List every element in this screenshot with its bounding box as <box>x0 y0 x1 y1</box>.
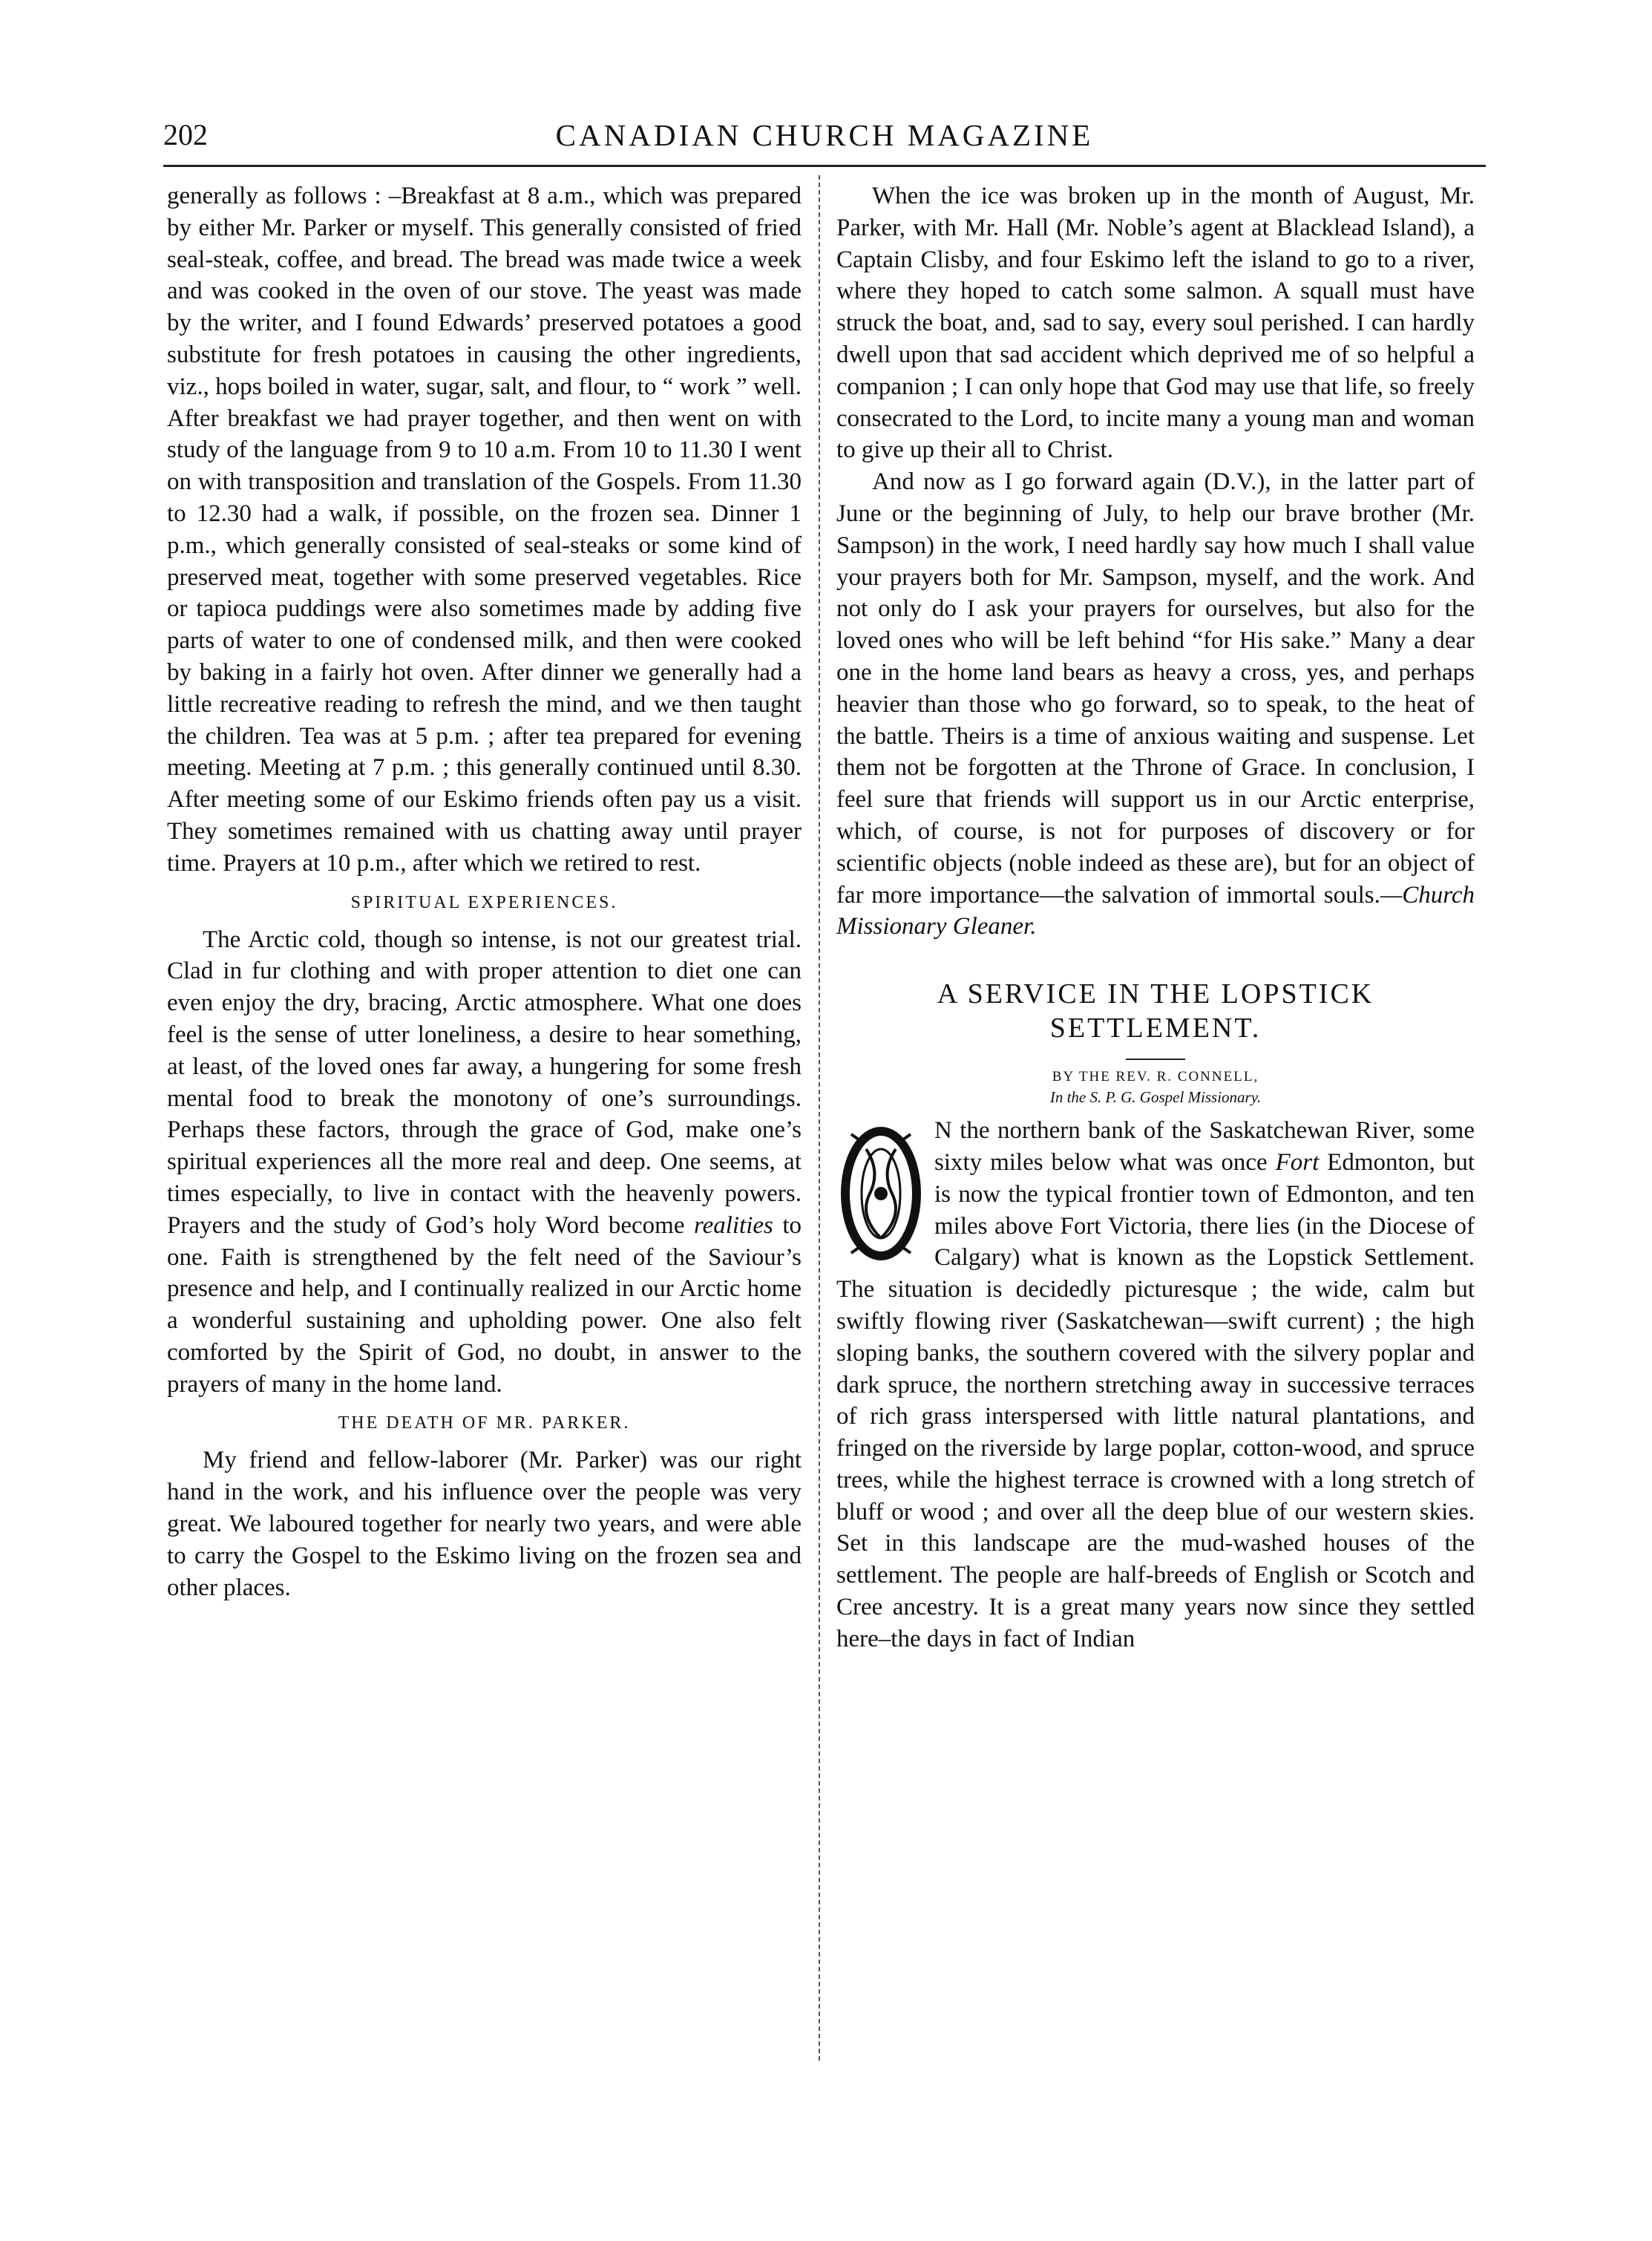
paragraph-daily-routine: generally as follows : –Breakfast at 8 a.m., which was prepared by either Mr. Parker or myself. This generally consisted of fried seal-steak, coffee, and bread. The bread was made twice a week and was cooked in the oven of our stove. The yeast was made by the writer, and I found Edwards’ preserved potatoes a good substitute for fresh potatoes in causing the other ingredients, viz., hops boiled in water, sugar, salt, and flour, to “ work ” well. After breakfast we had prayer together, and then went on with study of the language from 9 to 10 a.m. From 10 to 11.30 I went on with transposition and translation of the Gospels. From 11.30 to 12.30 had a walk, if possible, on the frozen sea. Dinner 1 p.m., which generally consisted of seal-steaks or some kind of preserved meat, together with some preserved vegetables. Rice or tapioca puddings were also sometimes made by adding five parts of water to one of condensed milk, and then were cooked by baking in a fairly hot oven. After dinner we generally had a little recreative reading to refresh the mind, and we then taught the children. Tea was at 5 p.m. ; after tea prepared for evening meeting. Meeting at 7 p.m. ; this generally continued until 8.30. After meeting some of our Eskimo friends often pay us a visit. They sometimes remained with us chatting away until prayer time. Prayers at 10 p.m., after which we retired to rest. <box>167 183 802 877</box>
lopstick-italic-word: Fort <box>1275 1148 1320 1176</box>
lopstick-text-b: Edmonton, but is now the typical frontier town of Edmonton, and ten miles above Fort Victoria, there lies (in the Diocese of Calgary) what is known as the Lopstick Settlement. The situation is decidedly picturesque ; the wide, calm but swiftly flowing river (Saskatchewan—swift current) ; the high sloping banks, the southern covered with the silvery poplar and dark spruce, the northern stretching away in successive terraces of rich grass interspersed with little natural plantations, and fringed on the riverside by large poplar, cotton-wood, and spruce trees, while the highest terrace is crowned with a long stretch of bluff or wood ; and over all the deep blue of our western skies. Set in this landscape are the mud-washed houses of the settlement. The people are half-breeds of English or Scotch and Cree ancestry. It is a great many years now since they settled here–the days in fact of Indian <box>836 1148 1475 1652</box>
lopstick-text-a: N the northern bank of the Saskatchewan River, some sixty miles below what was once <box>934 1117 1475 1176</box>
paragraph-death-of-parker: My friend and fellow-laborer (Mr. Parker) was our right hand in the work, and his influence over the people was very great. We laboured together for nearly two years, and were able to carry the Gospel to the Eskimo living on the frozen sea and other places. <box>167 1447 802 1601</box>
spiritual-text-b: to one. Faith is strengthened by the felt need of the Saviour’s presence and help, and I continually realized in our Arctic home a wonderful sustaining and upholding power. One also felt comforted by the Spirit of God, no doubt, in answer to the prayers of many in the home land. <box>167 1211 802 1398</box>
spiritual-text-a: The Arctic cold, though so intense, is not our greatest trial. Clad in fur clothing and with proper attention to diet one can even enjoy the dry, bracing, Arctic atmosphere. What one does feel is the sense of utter loneliness, a desire to hear something, at least, of the loved ones far away, a hungering for some fresh mental food to break the monotony of one’s surroundings. Perhaps these factors, through the grace of God, make one’s spiritual experiences all the more real and deep. One seems, at times especially, to live in contact with the heavenly powers. Prayers and the study of God’s holy Word become <box>167 926 802 1239</box>
ornamental-dropcap-o <box>836 1119 925 1268</box>
title-rule <box>1126 1059 1185 1060</box>
right-column <box>836 180 1475 1655</box>
page-header <box>163 113 1486 157</box>
article-header <box>836 977 1475 1108</box>
magazine-title: CANADIAN CHURCH MAGAZINE <box>555 118 1094 152</box>
header-rule <box>163 165 1486 167</box>
source-attribution: —Church Missionary Gleaner. <box>836 881 1475 940</box>
article-byline: BY THE REV. R. CONNELL, <box>1052 1069 1259 1085</box>
paragraph-going-forward <box>836 466 1475 943</box>
column-divider <box>819 175 820 2061</box>
paragraph-squall-accident: When the ice was broken up in the month of August, Mr. Parker, with Mr. Hall (Mr. Noble’s agent at Blacklead Island), a Captain Clisby, and four Eskimo left the island to go to a river, where they hoped to catch some salmon. A squall must have struck the boat, and, sad to say, every soul perished. I can hardly dwell upon that sad accident which deprived me of so helpful a companion ; I can only hope that God may use that life, so freely consecrated to the Lord, to incite many a young man and woman to give up their all to Christ. <box>836 183 1475 464</box>
spiritual-italic-word: realities <box>693 1211 773 1239</box>
left-column <box>167 180 802 1603</box>
paragraph-lopstick-settlement <box>836 1115 1475 1655</box>
dropcap-ornament-icon <box>836 1119 925 1268</box>
going-forward-text: And now as I go forward again (D.V.), in the latter part of June or the beginning of July, to help our brave brother (Mr. Sampson) in the work, I need hardly say how much I shall value your prayers both for Mr. Sampson, myself, and the work. And not only do I ask your prayers for ourselves, but also for the loved ones who will be left behind “for His sake.” Many a dear one in the home land bears as heavy a cross, yes, and perhaps heavier than those who go forward, so to speak, to the heat of the battle. Theirs is a time of anxious waiting and suspense. Let them not be forgotten at the Throne of Grace. In conclusion, I feel sure that friends will support us in our Arctic enterprise, which, of course, is not for purposes of discovery or for scientific objects (noble indeed as these are), but for an object of far more importance—the salvation of immortal souls. <box>836 468 1475 909</box>
paragraph-spiritual-experiences <box>167 924 802 1401</box>
article-byline-source: In the S. P. G. Gospel Missionary. <box>1049 1088 1262 1107</box>
section-heading-spiritual-experiences: SPIRITUAL EXPERIENCES. <box>350 892 618 912</box>
section-heading-death-of-parker: THE DEATH OF MR. PARKER. <box>338 1413 631 1433</box>
article-title: A SERVICE IN THE LOPSTICK SETTLEMENT. <box>937 978 1374 1044</box>
page-number: 202 <box>163 118 208 151</box>
